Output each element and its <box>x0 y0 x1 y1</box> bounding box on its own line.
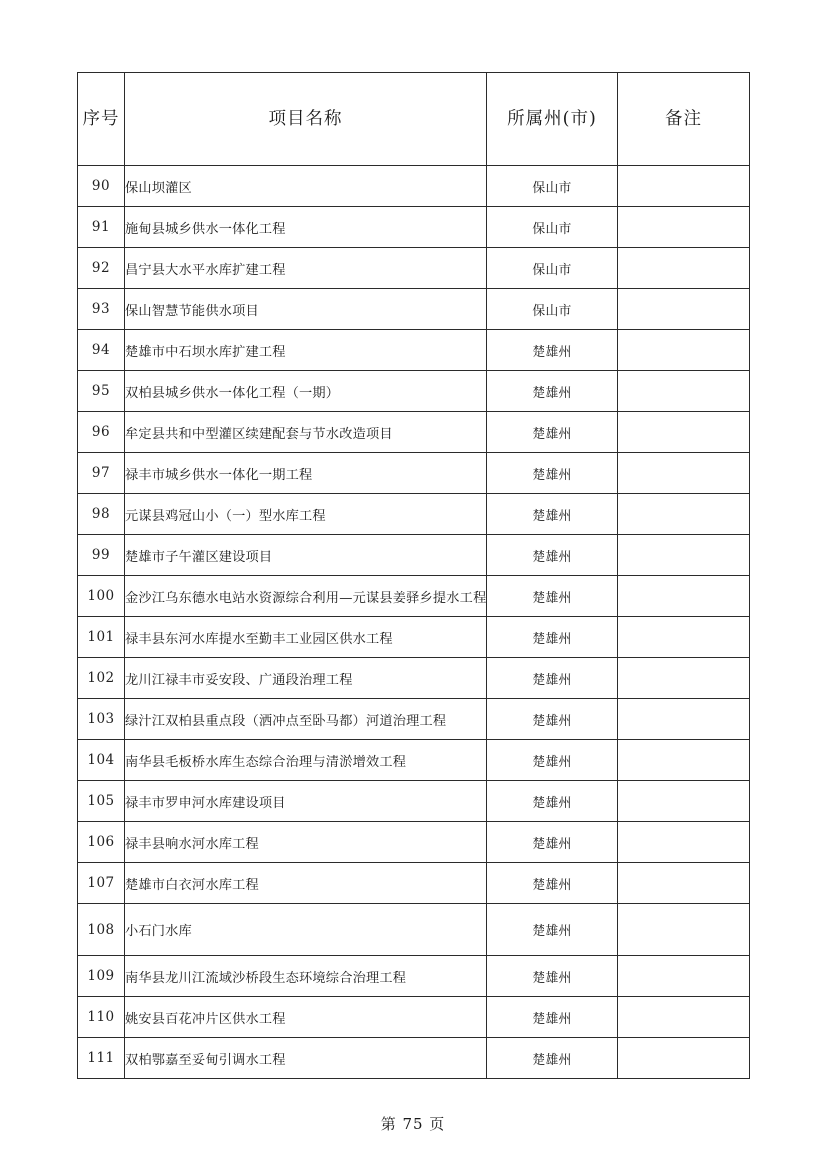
table-row <box>78 740 750 781</box>
cell-city: 楚雄州 <box>487 904 618 956</box>
table-row <box>78 453 750 494</box>
table-row <box>78 371 750 412</box>
cell-sequence: 99 <box>78 535 125 576</box>
cell-project-name: 南华县毛板桥水库生态综合治理与清淤增效工程 <box>125 740 487 781</box>
table-row <box>78 699 750 740</box>
table-row <box>78 822 750 863</box>
cell-city: 楚雄州 <box>487 453 618 494</box>
cell-sequence: 108 <box>78 904 125 956</box>
cell-note <box>618 904 750 956</box>
cell-sequence: 97 <box>78 453 125 494</box>
table-row <box>78 576 750 617</box>
table-row <box>78 658 750 699</box>
cell-note <box>618 330 750 371</box>
cell-sequence: 93 <box>78 289 125 330</box>
cell-sequence: 96 <box>78 412 125 453</box>
cell-project-name: 牟定县共和中型灌区续建配套与节水改造项目 <box>125 412 487 453</box>
table-row <box>78 207 750 248</box>
cell-sequence: 103 <box>78 699 125 740</box>
cell-project-name: 楚雄市子午灌区建设项目 <box>125 535 487 576</box>
table-row <box>78 997 750 1038</box>
cell-note <box>618 453 750 494</box>
cell-note <box>618 740 750 781</box>
cell-project-name: 姚安县百花冲片区供水工程 <box>125 997 487 1038</box>
cell-sequence: 92 <box>78 248 125 289</box>
table-row <box>78 904 750 956</box>
cell-project-name: 南华县龙川江流域沙桥段生态环境综合治理工程 <box>125 956 487 997</box>
cell-note <box>618 248 750 289</box>
column-header-city-label: 所属州(市) <box>507 108 597 129</box>
cell-note <box>618 166 750 207</box>
cell-project-name: 禄丰市罗申河水库建设项目 <box>125 781 487 822</box>
cell-city: 楚雄州 <box>487 494 618 535</box>
cell-sequence: 105 <box>78 781 125 822</box>
cell-project-name: 双柏鄂嘉至妥甸引调水工程 <box>125 1038 487 1079</box>
cell-note <box>618 997 750 1038</box>
cell-note <box>618 956 750 997</box>
cell-note <box>618 289 750 330</box>
cell-sequence: 100 <box>78 576 125 617</box>
cell-city: 楚雄州 <box>487 535 618 576</box>
cell-sequence: 111 <box>78 1038 125 1079</box>
cell-note <box>618 699 750 740</box>
cell-city: 楚雄州 <box>487 1038 618 1079</box>
cell-note <box>618 781 750 822</box>
cell-note <box>618 494 750 535</box>
cell-city: 楚雄州 <box>487 740 618 781</box>
cell-city: 楚雄州 <box>487 956 618 997</box>
cell-note <box>618 1038 750 1079</box>
cell-city: 楚雄州 <box>487 863 618 904</box>
project-list-table-container <box>77 72 749 1079</box>
cell-note <box>618 576 750 617</box>
table-row <box>78 166 750 207</box>
cell-sequence: 98 <box>78 494 125 535</box>
cell-project-name: 楚雄市白衣河水库工程 <box>125 863 487 904</box>
table-row <box>78 289 750 330</box>
cell-project-name: 禄丰县东河水库提水至勤丰工业园区供水工程 <box>125 617 487 658</box>
column-header-project-name <box>125 73 487 166</box>
cell-project-name: 楚雄市中石坝水库扩建工程 <box>125 330 487 371</box>
cell-sequence: 109 <box>78 956 125 997</box>
cell-note <box>618 412 750 453</box>
cell-sequence: 102 <box>78 658 125 699</box>
cell-note <box>618 658 750 699</box>
table-header <box>78 73 750 166</box>
cell-project-name: 禄丰市城乡供水一体化一期工程 <box>125 453 487 494</box>
cell-project-name: 施甸县城乡供水一体化工程 <box>125 207 487 248</box>
page-footer: 第 75 页 <box>380 1115 446 1133</box>
cell-note <box>618 863 750 904</box>
cell-city: 保山市 <box>487 248 618 289</box>
cell-city: 楚雄州 <box>487 330 618 371</box>
cell-project-name: 金沙江乌东德水电站水资源综合利用—元谋县姜驿乡提水工程 <box>125 576 487 617</box>
table-row <box>78 248 750 289</box>
cell-sequence: 106 <box>78 822 125 863</box>
column-header-sequence-label: 序号 <box>82 108 120 129</box>
column-header-sequence <box>78 73 125 166</box>
cell-note <box>618 535 750 576</box>
cell-sequence: 95 <box>78 371 125 412</box>
table-body <box>78 166 750 1079</box>
cell-city: 楚雄州 <box>487 412 618 453</box>
cell-sequence: 101 <box>78 617 125 658</box>
cell-project-name: 双柏县城乡供水一体化工程（一期） <box>125 371 487 412</box>
cell-project-name: 保山坝灌区 <box>125 166 487 207</box>
cell-sequence: 90 <box>78 166 125 207</box>
table-row <box>78 535 750 576</box>
cell-city: 保山市 <box>487 289 618 330</box>
cell-note <box>618 207 750 248</box>
table-row <box>78 956 750 997</box>
cell-city: 楚雄州 <box>487 781 618 822</box>
cell-city: 楚雄州 <box>487 997 618 1038</box>
cell-project-name: 龙川江禄丰市妥安段、广通段治理工程 <box>125 658 487 699</box>
cell-city: 楚雄州 <box>487 699 618 740</box>
cell-project-name: 小石门水库 <box>125 904 487 956</box>
cell-project-name: 保山智慧节能供水项目 <box>125 289 487 330</box>
table-row <box>78 781 750 822</box>
cell-sequence: 104 <box>78 740 125 781</box>
cell-note <box>618 822 750 863</box>
cell-project-name: 昌宁县大水平水库扩建工程 <box>125 248 487 289</box>
column-header-note-label: 备注 <box>665 108 702 129</box>
cell-city: 楚雄州 <box>487 822 618 863</box>
project-list-table <box>77 72 750 1079</box>
table-row <box>78 863 750 904</box>
cell-city: 楚雄州 <box>487 658 618 699</box>
table-row <box>78 494 750 535</box>
cell-sequence: 91 <box>78 207 125 248</box>
cell-sequence: 110 <box>78 997 125 1038</box>
table-row <box>78 1038 750 1079</box>
cell-project-name: 绿汁江双柏县重点段（洒冲点至卧马都）河道治理工程 <box>125 699 487 740</box>
cell-city: 保山市 <box>487 166 618 207</box>
column-header-city <box>487 73 618 166</box>
cell-city: 保山市 <box>487 207 618 248</box>
cell-city: 楚雄州 <box>487 576 618 617</box>
cell-sequence: 107 <box>78 863 125 904</box>
cell-city: 楚雄州 <box>487 617 618 658</box>
cell-sequence: 94 <box>78 330 125 371</box>
table-row <box>78 617 750 658</box>
cell-project-name: 禄丰县响水河水库工程 <box>125 822 487 863</box>
table-row <box>78 412 750 453</box>
cell-note <box>618 617 750 658</box>
cell-project-name: 元谋县鸡冠山小（一）型水库工程 <box>125 494 487 535</box>
cell-city: 楚雄州 <box>487 371 618 412</box>
column-header-note <box>618 73 750 166</box>
table-row <box>78 330 750 371</box>
table-header-row <box>78 73 750 166</box>
column-header-project-name-label: 项目名称 <box>268 108 343 129</box>
cell-note <box>618 371 750 412</box>
